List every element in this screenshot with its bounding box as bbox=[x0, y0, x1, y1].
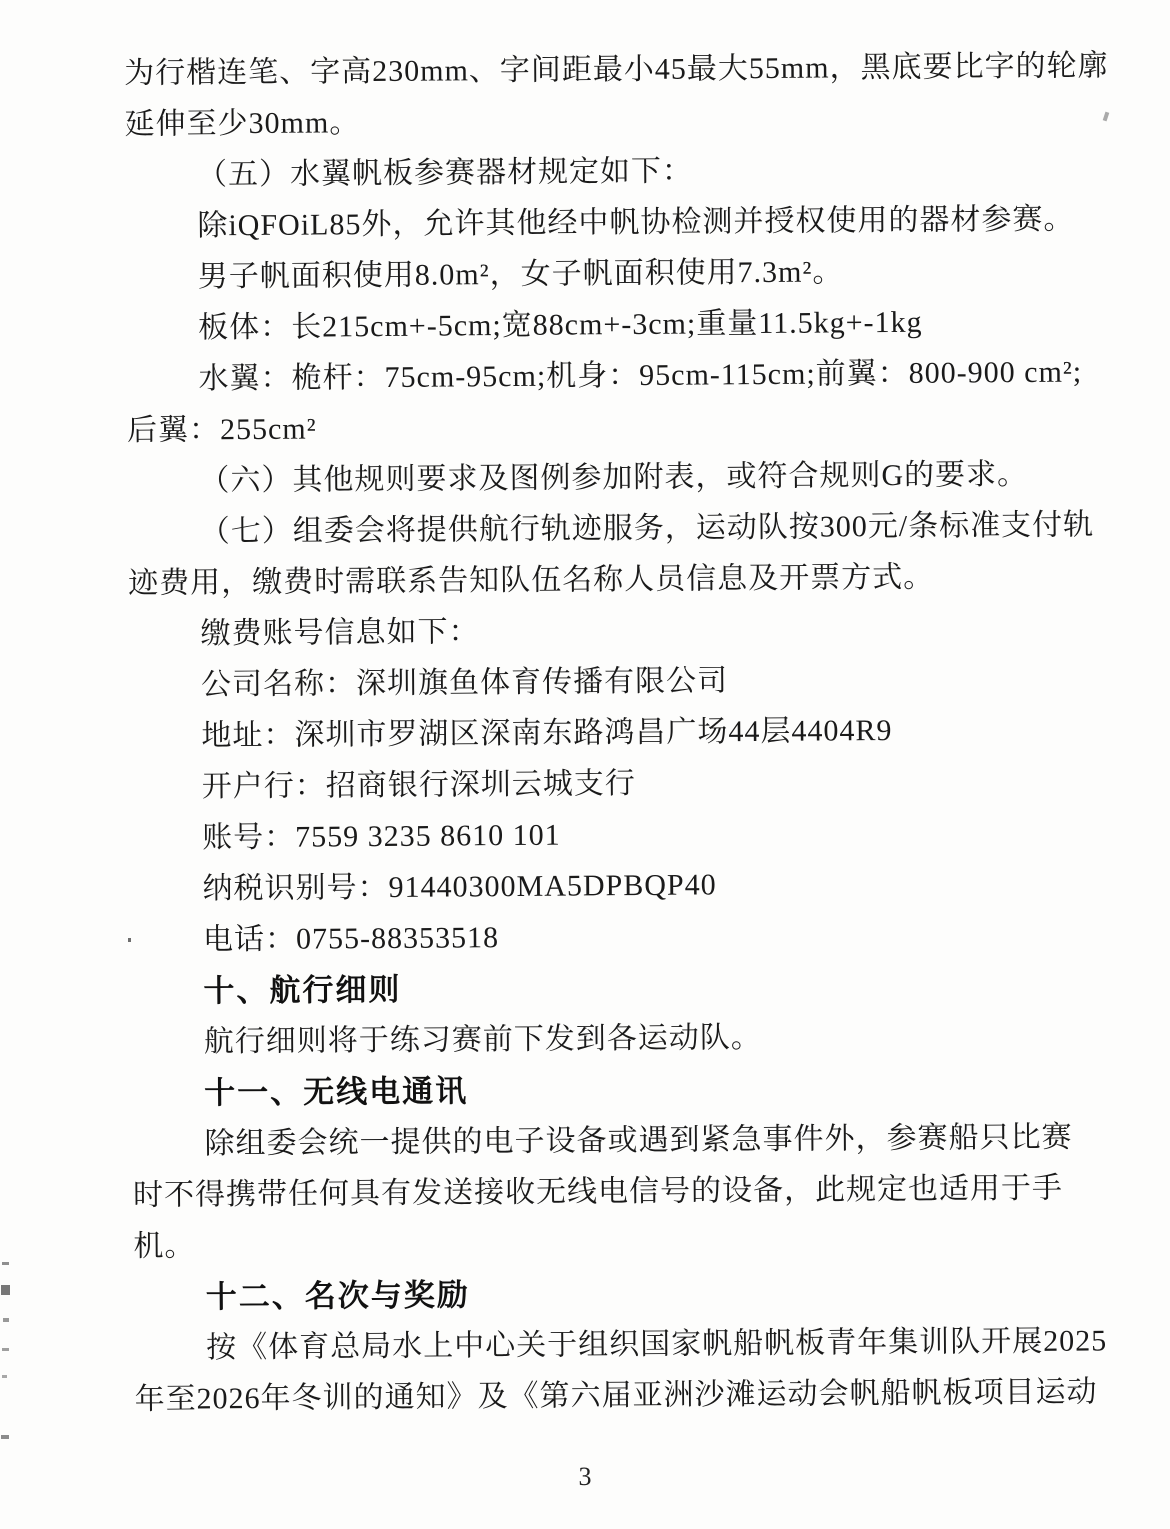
text-line: （七）组委会将提供航行轨迹服务，运动队按300元/条标准支付轨 bbox=[199, 508, 1095, 549]
text-line: 纳税识别号：91440300MA5DPBQP40 bbox=[202, 868, 717, 906]
section-heading: 十二、名次与奖励 bbox=[205, 1277, 470, 1315]
scan-artifact bbox=[1, 1435, 9, 1439]
scan-artifact bbox=[3, 1318, 9, 1322]
page-number: 3 bbox=[578, 1462, 592, 1491]
text-line: 缴费账号信息如下： bbox=[200, 615, 480, 651]
scan-artifact bbox=[128, 938, 131, 942]
text-line: 水翼：桅杆：75cm-95cm;机身：95cm-115cm;前翼：800-900 cm²; bbox=[198, 355, 1083, 396]
text-line: 航行细则将于练习赛前下发到各运动队。 bbox=[203, 1021, 762, 1059]
text-line: （五）水翼帆板参赛器材规定如下： bbox=[196, 154, 694, 192]
text-line: 时不得携带任何具有发送接收无线电信号的设备，此规定也适用于手 bbox=[132, 1171, 1064, 1212]
scan-artifact bbox=[1, 1285, 10, 1295]
text-line: 按《体育总局水上中心关于组织国家帆船帆板青年集训队开展2025 bbox=[206, 1324, 1108, 1365]
text-line: 后翼：255cm² bbox=[126, 412, 317, 447]
document-body bbox=[124, 41, 1109, 1425]
text-line: 机。 bbox=[133, 1229, 196, 1263]
text-line: 为行楷连笔、字高230mm、字间距最小45最大55mm，黑底要比字的轮廓 bbox=[124, 49, 1109, 90]
text-line: 板体：长215cm+-5cm;宽88cm+-3cm;重量11.5kg+-1kg bbox=[198, 305, 923, 345]
text-line: 除组委会统一提供的电子设备或遇到紧急事件外，参赛船只比赛 bbox=[204, 1120, 1073, 1161]
text-line: 年至2026年冬训的通知》及《第六届亚洲沙滩运动会帆船帆板项目运动 bbox=[134, 1375, 1098, 1416]
section-heading: 十一、无线电通讯 bbox=[204, 1073, 469, 1111]
text-line: 迹费用，缴费时需联系告知队伍名称人员信息及开票方式。 bbox=[128, 560, 935, 600]
scan-artifact bbox=[1103, 112, 1110, 122]
text-line: （六）其他规则要求及图例参加附表，或符合规则G的要求。 bbox=[199, 457, 1029, 498]
text-line: 电话：0755-88353518 bbox=[202, 921, 500, 957]
section-heading: 十、航行细则 bbox=[203, 971, 402, 1009]
scan-artifact bbox=[2, 1348, 9, 1351]
text-line: 延伸至少30mm。 bbox=[124, 106, 361, 141]
scan-artifact bbox=[2, 1262, 9, 1265]
text-line: 地址：深圳市罗湖区深南东路鸿昌广场44层4404R9 bbox=[201, 713, 893, 753]
text-line: 男子帆面积使用8.0m²，女子帆面积使用7.3m²。 bbox=[197, 255, 844, 294]
text-line: 开户行：招商银行深圳云城支行 bbox=[201, 767, 636, 804]
text-line: 账号：7559 3235 8610 101 bbox=[202, 818, 561, 855]
text-line: 除iQFOiL85外，允许其他经中帆协检测并授权使用的器材参赛。 bbox=[197, 202, 1075, 243]
scan-artifact bbox=[2, 1375, 7, 1378]
text-line: 公司名称：深圳旗鱼体育传播有限公司 bbox=[200, 664, 729, 702]
